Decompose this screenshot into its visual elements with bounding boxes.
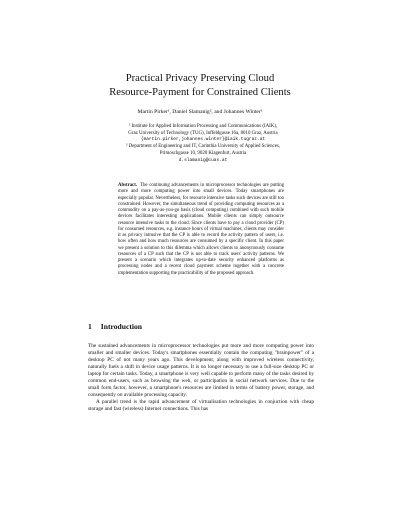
- affiliation-1-email: {martin.pirker,johannes.winter}@iaik.tugraz.at: [140, 137, 266, 143]
- abstract: [118, 183, 284, 277]
- affiliation-2-line-2: Primoschgasse 10, 9020 Klagenfurt, Austria: [159, 150, 247, 156]
- affiliation-2: [92, 144, 314, 164]
- author-list: Martin Pirker¹, Daniel Slamanig², and Johannes Winter¹: [137, 109, 263, 115]
- section-number: 1: [88, 322, 92, 331]
- affiliation-2-line-1: ² Department of Engineering and IT, Carinthia University of Applied Sciences,: [125, 144, 281, 150]
- affiliation-2-email: d.slamanig@cuas.at: [178, 157, 228, 163]
- introduction-body: [88, 343, 314, 413]
- abstract-text: The continuing advancements in microprocessor technologies are putting more and more computing power into small devices. Today smartphones are especially popular. Nevertheless, for resource intensive tasks such devices are still too constrained. However, the simultaneous trend of providing computing resources as a commodity on a pay-as-you-go basis (cloud computing) combined with such mobile devices facilitates interesting applications. Mobile clients can simply outsource resource intensive tasks to the cloud. Since clients have to pay a cloud provider (CP) for consumed resources, e.g. instance hours of virtual machines, clients may consider it as privacy intrusive that the CP is able to record the activity pattern of users, i.e. how often and how much resources are consumed by a specific client. In this paper we present a solution to this dilemma which allows clients to anonymously consume resources of a CP such that the CP is not able to track users' activity patterns. We present a scenario which integrates up-to-date security enhanced platforms as processing nodes and a recent cloud payment scheme together with a concrete implementation supporting the practicability of the proposed approach.: [118, 183, 284, 276]
- title-line-1: Practical Privacy Preserving Cloud: [125, 73, 275, 84]
- affiliation-1-line-1: ¹ Institute for Applied Information Processing and Communications (IAIK),: [128, 124, 278, 129]
- affiliation-1-line-2: Graz University of Technology (TUG), Inffeldgasse 16a, 8010 Graz, Austria: [128, 130, 278, 136]
- intro-paragraph-2: A parallel trend is the rapid advancement of virtualisation technologies in conjuction with cheap storage and fast (wireless) Internet connections. This has: [88, 399, 314, 412]
- affiliations: [92, 124, 314, 165]
- section-heading: [88, 322, 142, 331]
- title-line-2: Resource-Payment for Constrained Clients: [109, 87, 291, 98]
- affiliation-1: [92, 124, 314, 144]
- abstract-label: Abstract.: [118, 183, 138, 188]
- section-title: Introduction: [100, 322, 143, 331]
- paper-title: [60, 72, 340, 100]
- intro-paragraph-1: The sustained advancements in microprocessor technologies put more and more computing power into smaller and smaller devices. Today's smartphones essentially contain the computing "brainpower" of a desktop PC of not many years ago. This development, along with improved wireless connectivity, naturally fuels a shift in device usage patterns. It is no longer necessary to use a full-size desktop PC or laptop for certain tasks. Today, a smartphone is very well capable to perform many of the tasks desired by common end-users, such as browsing the web, or participation in social network services. Due to the small form factor, however, a smartphone's resources are limited in terms of battery power, storage, and consequently on available processing capacity.: [88, 343, 314, 398]
